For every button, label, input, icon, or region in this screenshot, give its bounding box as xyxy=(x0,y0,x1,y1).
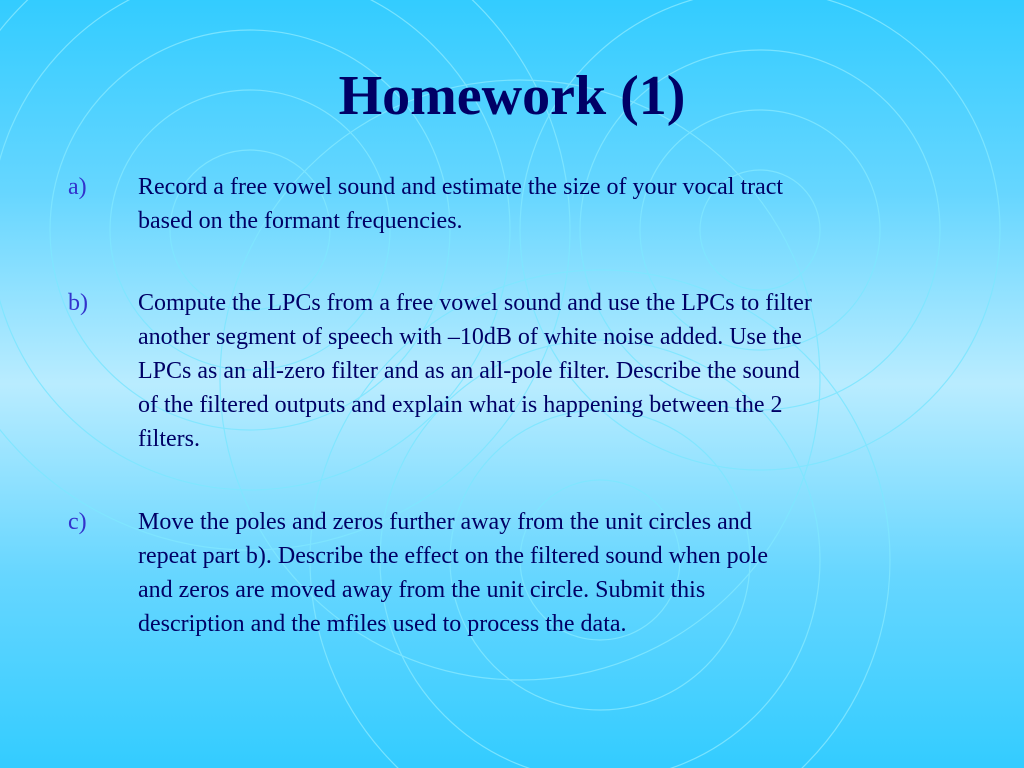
text-line: Record a free vowel sound and estimate the size of your vocal tract xyxy=(138,174,784,200)
text-line: based on the formant frequencies. xyxy=(138,208,463,234)
text-line: repeat part b). Describe the effect on the filtered sound when pole xyxy=(138,543,768,569)
list-marker: c) xyxy=(68,509,87,535)
text-line: and zeros are moved away from the unit circle. Submit this xyxy=(138,577,706,603)
slide-title: Homework (1) xyxy=(338,65,686,127)
text-line: description and the mfiles used to process the data. xyxy=(138,611,627,637)
list-item-text xyxy=(138,286,953,456)
list-marker: b) xyxy=(68,290,88,316)
list-item-text xyxy=(138,170,953,238)
text-line: another segment of speech with –10dB of white noise added. Use the xyxy=(138,324,802,350)
text-line: Compute the LPCs from a free vowel sound and use the LPCs to filter xyxy=(138,290,812,316)
text-line: of the filtered outputs and explain what is happening between the 2 xyxy=(138,392,783,418)
text-line: LPCs as an all-zero filter and as an all-pole filter. Describe the sound xyxy=(138,358,800,384)
text-line: filters. xyxy=(138,426,200,452)
list-marker: a) xyxy=(68,174,87,200)
list-item-text xyxy=(138,505,953,641)
text-line: Move the poles and zeros further away from the unit circles and xyxy=(138,509,752,535)
